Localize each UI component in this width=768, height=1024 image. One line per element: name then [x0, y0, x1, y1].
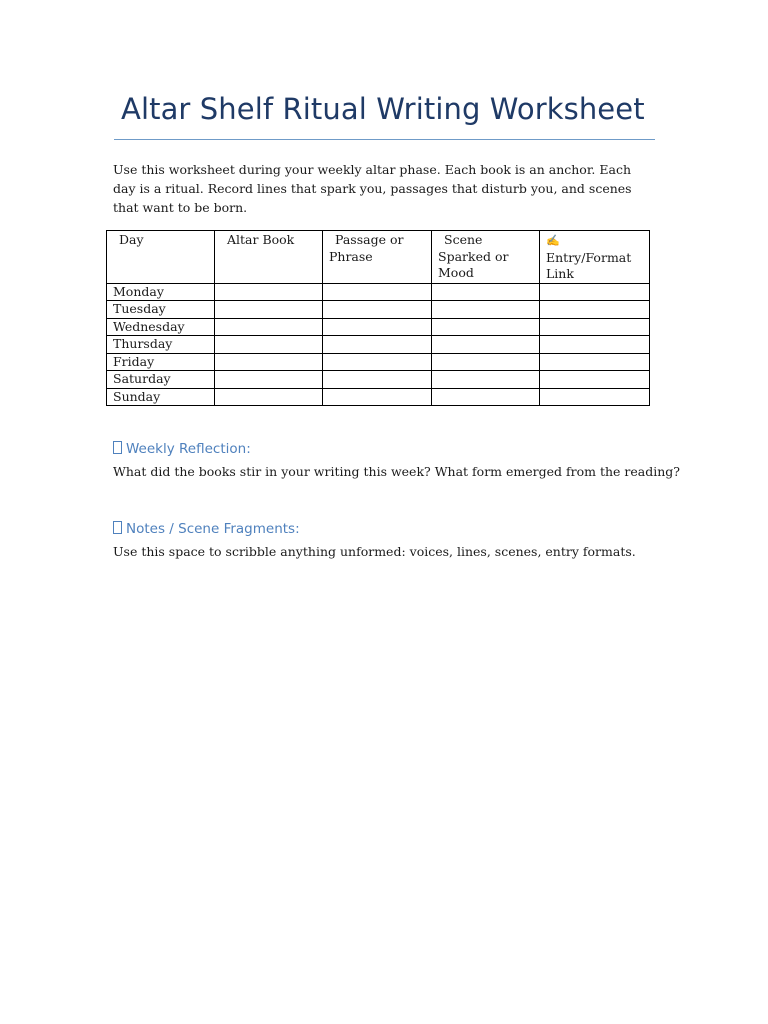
- day-cell: Saturday: [107, 371, 215, 389]
- altar-book-cell[interactable]: [215, 336, 323, 354]
- passage-cell[interactable]: [323, 371, 432, 389]
- header-altar-book: Altar Book: [215, 231, 323, 284]
- header-day: Day: [107, 231, 215, 284]
- scene-cell[interactable]: [432, 318, 540, 336]
- writing-hand-icon: ✍: [546, 234, 560, 247]
- entry-link-cell[interactable]: [540, 318, 650, 336]
- header-passage: Passage or Phrase: [323, 231, 432, 284]
- table-row: [107, 318, 650, 336]
- altar-book-cell[interactable]: [215, 388, 323, 406]
- table-row: [107, 283, 650, 301]
- entry-link-cell[interactable]: [540, 388, 650, 406]
- notes-prompt: Use this space to scribble anything unformed: voices, lines, scenes, entry formats.: [113, 544, 636, 559]
- day-cell: Friday: [107, 353, 215, 371]
- passage-cell[interactable]: [323, 353, 432, 371]
- altar-book-cell[interactable]: [215, 318, 323, 336]
- day-cell: Wednesday: [107, 318, 215, 336]
- table-row: [107, 388, 650, 406]
- weekly-table: [106, 230, 650, 406]
- passage-cell[interactable]: [323, 336, 432, 354]
- table-row: [107, 336, 650, 354]
- reflection-heading: Weekly Reflection:: [113, 441, 251, 457]
- entry-link-cell[interactable]: [540, 301, 650, 319]
- entry-link-cell[interactable]: [540, 336, 650, 354]
- scene-cell[interactable]: [432, 336, 540, 354]
- notes-heading: Notes / Scene Fragments:: [113, 521, 300, 537]
- passage-cell[interactable]: [323, 301, 432, 319]
- passage-cell[interactable]: [323, 388, 432, 406]
- scene-cell[interactable]: [432, 353, 540, 371]
- altar-book-cell[interactable]: [215, 301, 323, 319]
- passage-cell[interactable]: [323, 283, 432, 301]
- altar-book-cell[interactable]: [215, 353, 323, 371]
- title-underline: [114, 139, 655, 140]
- reflection-prompt: What did the books stir in your writing this week? What form emerged from the reading?: [113, 464, 680, 479]
- day-cell: Sunday: [107, 388, 215, 406]
- day-cell: Tuesday: [107, 301, 215, 319]
- table-header-row: [107, 231, 650, 284]
- box-glyph-icon: [113, 441, 122, 454]
- scene-cell[interactable]: [432, 301, 540, 319]
- header-entry-link: ✍ Entry/Format Link: [540, 231, 650, 284]
- table-row: [107, 353, 650, 371]
- scene-cell[interactable]: [432, 283, 540, 301]
- scene-cell[interactable]: [432, 388, 540, 406]
- box-glyph-icon: [113, 521, 122, 534]
- entry-link-cell[interactable]: [540, 283, 650, 301]
- day-cell: Thursday: [107, 336, 215, 354]
- entry-link-cell[interactable]: [540, 353, 650, 371]
- table-row: [107, 371, 650, 389]
- entry-link-cell[interactable]: [540, 371, 650, 389]
- scene-cell[interactable]: [432, 371, 540, 389]
- page-title: Altar Shelf Ritual Writing Worksheet: [121, 92, 645, 126]
- altar-book-cell[interactable]: [215, 371, 323, 389]
- day-cell: Monday: [107, 283, 215, 301]
- intro-paragraph: Use this worksheet during your weekly altar phase. Each book is an anchor. Each day is a ritual. Record lines that spark you, passages that disturb you, and scenes that want to be born.: [113, 162, 632, 215]
- passage-cell[interactable]: [323, 318, 432, 336]
- header-scene: Scene Sparked or Mood: [432, 231, 540, 284]
- altar-book-cell[interactable]: [215, 283, 323, 301]
- table-row: [107, 301, 650, 319]
